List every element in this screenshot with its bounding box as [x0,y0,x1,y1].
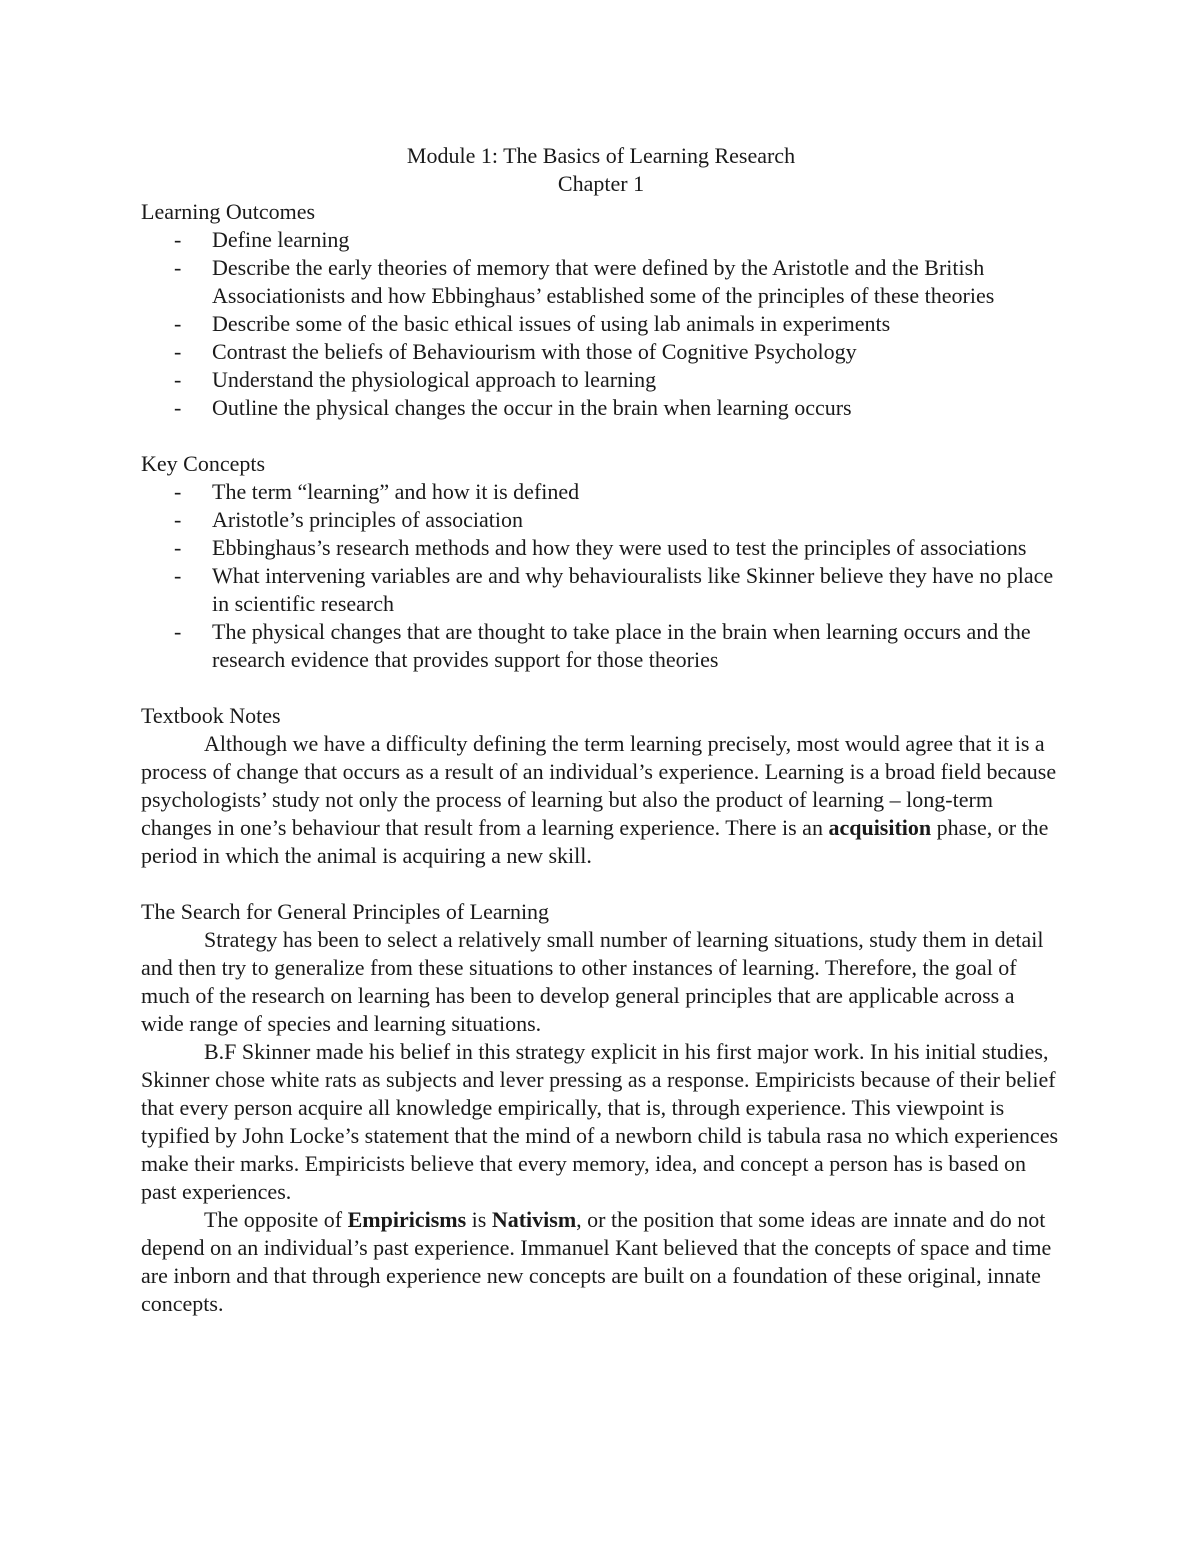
list-item-text: The physical changes that are thought to take place in the brain when learning occurs and the research evidence that provides support for those theories [212,619,1031,672]
dash-bullet: - [174,311,182,336]
list-item [141,618,1061,674]
list-item-text: Outline the physical changes the occur in the brain when learning occurs [212,395,852,420]
list-item [141,366,1061,394]
list-item-text: Describe the early theories of memory that were defined by the Aristotle and the British Associationists and how Ebbinghaus’ established some of the principles of these theories [212,255,995,308]
list-item-text: Aristotle’s principles of association [212,507,523,532]
list-item-text: Describe some of the basic ethical issues of using lab animals in experiments [212,311,891,336]
bold-term-empiricisms: Empiricisms [347,1207,467,1232]
paragraph-text: , or the position that some ideas are innate and do not depend on an individual’s past experience. Immanuel Kant believed that the concepts of space and time are inborn and that through experience new concepts are built on a foundation of these original, innate concepts. [141,1207,1052,1316]
paragraph-text: is [466,1207,492,1232]
dash-bullet: - [174,395,182,420]
dash-bullet: - [174,479,182,504]
list-item [141,226,1061,254]
learning-outcomes-list [141,226,1061,422]
textbook-notes-heading: Textbook Notes [141,703,281,728]
general-principles-heading: The Search for General Principles of Learning [141,899,550,924]
list-item-text: Define learning [212,227,350,252]
dash-bullet: - [174,563,182,588]
spacer [141,870,1061,898]
paragraph-text: phase, or the period in which the animal is acquiring a new skill. [141,815,1049,868]
paragraph-text: The opposite of [204,1207,348,1232]
paragraph-text: Although we have a difficulty defining the term learning precisely, most would agree that it is a process of change that occurs as a result of an individual’s experience. Learning is a broad field because psychologists’ study not only the process of learning but also the product of learning – long-term changes in one’s behaviour that result from a learning experience. There is an [141,731,1057,840]
dash-bullet: - [174,507,182,532]
list-item-text: Ebbinghaus’s research methods and how they were used to test the principles of associations [212,535,1027,560]
bold-term-nativism: Nativism [491,1207,577,1232]
list-item [141,394,1061,422]
list-item [141,310,1061,338]
dash-bullet: - [174,535,182,560]
dash-bullet: - [174,619,182,644]
general-principles-paragraph-3 [141,1206,1061,1318]
dash-bullet: - [174,227,182,252]
dash-bullet: - [174,367,182,392]
list-item-text: Contrast the beliefs of Behaviourism with those of Cognitive Psychology [212,339,857,364]
general-principles-paragraph-1: Strategy has been to select a relatively small number of learning situations, study them in detail and then try to generalize from these situations to other instances of learning. Therefore, the goal of much of the research on learning has been to develop general principles that are applicable across a wide range of species and learning situations. [141,927,1044,1036]
spacer [141,674,1061,702]
chapter-title: Chapter 1 [557,171,645,196]
list-item-text: What intervening variables are and why behaviouralists like Skinner believe they have no place in scientific research [212,563,1054,616]
title-block [141,142,1061,198]
dash-bullet: - [174,255,182,280]
module-title: Module 1: The Basics of Learning Research [406,143,796,168]
learning-outcomes-heading: Learning Outcomes [141,199,316,224]
list-item [141,478,1061,506]
list-item [141,562,1061,618]
spacer [141,422,1061,450]
document-content [141,142,1061,1318]
dash-bullet: - [174,339,182,364]
key-concepts-heading: Key Concepts [141,451,266,476]
list-item [141,534,1061,562]
bold-term-acquisition: acquisition [828,815,932,840]
general-principles-paragraph-2: B.F Skinner made his belief in this strategy explicit in his first major work. In his initial studies, Skinner chose white rats as subjects and lever pressing as a response. Empiricists because of their belief that every person acquire all knowledge empirically, that is, through experience. This viewpoint is typified by John Locke’s statement that the mind of a newborn child is tabula rasa no which experiences make their marks. Empiricists believe that every memory, idea, and concept a person has is based on past experiences. [141,1039,1059,1204]
list-item-text: The term “learning” and how it is defined [212,479,580,504]
list-item [141,338,1061,366]
key-concepts-list [141,478,1061,674]
list-item-text: Understand the physiological approach to learning [212,367,657,392]
textbook-notes-paragraph [141,730,1061,870]
list-item [141,254,1061,310]
list-item [141,506,1061,534]
